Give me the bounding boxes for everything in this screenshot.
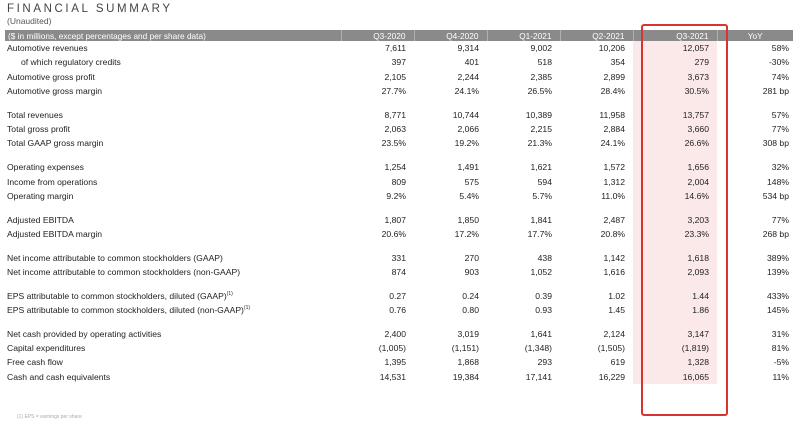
spacer-row: [5, 317, 793, 327]
table-row: [5, 84, 793, 98]
yoy-cell: 77%: [771, 124, 789, 135]
row-label: [5, 122, 341, 136]
value-cell: 13,757: [633, 108, 717, 122]
value-cell: 1,618: [633, 251, 717, 265]
spacer-cell: [633, 279, 717, 289]
yoy-cell: 308 bp: [762, 138, 789, 149]
value-cell: 30.5%: [633, 84, 717, 98]
value-cell: 279: [633, 55, 717, 69]
spacer-cell: [633, 317, 717, 327]
value-cell: 1,841: [530, 214, 552, 225]
row-label: [5, 355, 341, 369]
yoy-cell: 139%: [767, 267, 789, 277]
value-cell: 9,002: [530, 43, 552, 54]
row-label: [5, 160, 341, 174]
value-cell: 3,019: [457, 328, 479, 339]
row-label: [5, 327, 341, 341]
value-cell: 12,057: [633, 41, 717, 55]
spacer-cell: [487, 203, 560, 213]
value-cell: 17.7%: [527, 228, 552, 239]
row-label: [5, 189, 341, 203]
row-label: [5, 227, 341, 241]
value-cell: 1,868: [457, 357, 479, 368]
table-row: [5, 160, 793, 174]
spacer-cell: [633, 98, 717, 108]
row-label: [5, 341, 341, 355]
value-cell: 2,244: [457, 71, 479, 82]
spacer-row: [5, 151, 793, 161]
row-label: [5, 70, 341, 84]
table-row: [5, 212, 793, 226]
table-row: [5, 70, 793, 84]
row-label: [5, 212, 341, 226]
spacer-cell: [560, 241, 633, 251]
yoy-cell: 148%: [767, 176, 789, 187]
row-label-text: Free cash flow: [7, 357, 63, 368]
row-label-text: Net income attributable to common stockholders (GAAP): [7, 252, 223, 263]
row-label-text: Automotive gross margin: [7, 86, 103, 97]
row-label-text: of which regulatory credits: [21, 57, 121, 68]
spacer-cell: [5, 279, 341, 289]
row-label: [5, 370, 341, 384]
value-cell: 1,395: [384, 357, 406, 368]
yoy-cell: 31%: [771, 328, 789, 339]
spacer-cell: [717, 203, 793, 213]
row-label: [5, 303, 341, 317]
spacer-cell: [414, 151, 487, 161]
value-cell: 1,328: [633, 355, 717, 369]
value-cell: 24.1%: [454, 86, 479, 97]
table-row: [5, 55, 793, 69]
value-cell: 11.0%: [601, 190, 625, 201]
row-label-text: Total gross profit: [7, 124, 71, 135]
value-cell: 1,491: [457, 162, 479, 173]
value-cell: (1,819): [633, 341, 717, 355]
row-label-text: Automotive revenues: [7, 43, 88, 54]
value-cell: 26.6%: [633, 136, 717, 150]
spacer-cell: [5, 203, 341, 213]
value-cell: 9.2%: [386, 190, 406, 201]
spacer-cell: [633, 203, 717, 213]
spacer-cell: [717, 151, 793, 161]
row-label: [5, 251, 341, 265]
value-cell: 1,254: [384, 162, 406, 173]
value-cell: 594: [537, 176, 552, 187]
value-cell: 401: [464, 57, 479, 68]
spacer-cell: [414, 98, 487, 108]
spacer-cell: [5, 98, 341, 108]
header-col-yoy: YoY: [717, 30, 793, 41]
spacer-cell: [341, 151, 414, 161]
spacer-cell: [341, 279, 414, 289]
value-cell: 23.5%: [381, 138, 406, 149]
spacer-cell: [487, 241, 560, 251]
header-col-q4-2020: Q4-2020: [414, 30, 487, 41]
table-row: [5, 289, 793, 303]
spacer-cell: [5, 241, 341, 251]
value-cell: 3,673: [633, 70, 717, 84]
value-cell: (1,151): [451, 343, 479, 354]
value-cell: 9,314: [457, 43, 479, 54]
yoy-cell: 145%: [767, 305, 789, 316]
table-header-row: [5, 30, 793, 41]
spacer-cell: [5, 317, 341, 327]
value-cell: 23.3%: [633, 227, 717, 241]
header-label: ($ in millions, except percentages and per share data): [5, 30, 341, 41]
value-cell: 24.1%: [600, 138, 625, 149]
header-col-q2-2021: Q2-2021: [560, 30, 633, 41]
yoy-cell: 11%: [772, 371, 789, 382]
value-cell: 874: [391, 267, 406, 277]
spacer-cell: [560, 203, 633, 213]
value-cell: 1,621: [530, 162, 552, 173]
table-row: [5, 41, 793, 55]
spacer-cell: [414, 203, 487, 213]
spacer-cell: [717, 98, 793, 108]
value-cell: 2,093: [633, 265, 717, 279]
yoy-cell: 77%: [771, 214, 789, 225]
spacer-cell: [560, 317, 633, 327]
value-cell: 3,660: [633, 122, 717, 136]
row-label: [5, 289, 341, 303]
table-row: [5, 227, 793, 241]
value-cell: (1,505): [597, 343, 625, 354]
value-cell: 0.39: [535, 290, 552, 301]
value-cell: 3,147: [633, 327, 717, 341]
table-row: [5, 327, 793, 341]
value-cell: 0.27: [389, 290, 406, 301]
table-row: [5, 174, 793, 188]
row-label-text: Automotive gross profit: [7, 71, 95, 82]
row-label: [5, 265, 341, 279]
header-col-q3-2021: Q3-2021: [633, 30, 717, 41]
value-cell: (1,348): [524, 343, 552, 354]
footnote-marker: (1): [226, 290, 233, 297]
value-cell: 1,850: [457, 214, 479, 225]
value-cell: 1,572: [603, 162, 625, 173]
value-cell: 0.93: [535, 305, 552, 316]
yoy-cell: 433%: [767, 290, 789, 301]
value-cell: 2,400: [384, 328, 406, 339]
value-cell: 2,063: [384, 124, 406, 135]
footnote: (1) EPS = earnings per share: [17, 414, 82, 420]
spacer-row: [5, 241, 793, 251]
row-label-text: EPS attributable to common stockholders, diluted (non-GAAP): [7, 305, 244, 316]
row-label: [5, 41, 341, 55]
spacer-cell: [717, 241, 793, 251]
table-row: [5, 303, 793, 317]
value-cell: 2,487: [603, 214, 625, 225]
value-cell: 438: [537, 252, 552, 263]
spacer-cell: [414, 241, 487, 251]
value-cell: 575: [464, 176, 479, 187]
spacer-cell: [487, 151, 560, 161]
value-cell: 1,807: [384, 214, 406, 225]
value-cell: 354: [610, 57, 625, 68]
value-cell: 619: [610, 357, 625, 368]
spacer-cell: [5, 151, 341, 161]
spacer-cell: [414, 317, 487, 327]
value-cell: 0.80: [462, 305, 479, 316]
yoy-cell: 281 bp: [762, 86, 789, 97]
value-cell: 10,206: [598, 43, 625, 54]
row-label-text: EPS attributable to common stockholders, diluted (GAAP): [7, 290, 227, 301]
value-cell: 1,616: [603, 267, 625, 277]
row-label: [5, 55, 341, 69]
spacer-cell: [341, 317, 414, 327]
value-cell: 1.86: [633, 303, 717, 317]
value-cell: 5.4%: [459, 190, 479, 201]
spacer-row: [5, 279, 793, 289]
row-label: [5, 108, 341, 122]
row-label-text: Income from operations: [7, 176, 98, 187]
table-row: [5, 355, 793, 369]
value-cell: 7,611: [385, 43, 406, 54]
value-cell: 2,105: [384, 71, 406, 82]
spacer-cell: [560, 279, 633, 289]
page-subtitle: (Unaudited): [7, 16, 52, 26]
value-cell: 1,312: [603, 176, 625, 187]
row-label-text: Total GAAP gross margin: [7, 138, 104, 149]
value-cell: 20.6%: [381, 228, 406, 239]
yoy-cell: -30%: [768, 57, 789, 68]
value-cell: 0.24: [462, 290, 479, 301]
value-cell: 2,899: [603, 71, 625, 82]
value-cell: 0.76: [389, 305, 406, 316]
value-cell: 20.8%: [600, 228, 625, 239]
spacer-row: [5, 98, 793, 108]
yoy-cell: 58%: [771, 43, 789, 54]
table-row: [5, 122, 793, 136]
value-cell: 1.02: [608, 290, 625, 301]
spacer-cell: [560, 98, 633, 108]
row-label: [5, 136, 341, 150]
value-cell: 10,389: [525, 109, 552, 120]
value-cell: 2,004: [633, 174, 717, 188]
yoy-cell: 81%: [771, 343, 789, 354]
row-label-text: Cash and cash equivalents: [7, 371, 111, 382]
value-cell: 331: [391, 252, 406, 263]
table-row: [5, 370, 793, 384]
yoy-cell: 534 bp: [762, 190, 789, 201]
table-row: [5, 108, 793, 122]
value-cell: 2,215: [530, 124, 552, 135]
value-cell: 8,771: [384, 109, 406, 120]
row-label-text: Net cash provided by operating activities: [7, 328, 162, 339]
value-cell: 293: [537, 357, 552, 368]
yoy-cell: 268 bp: [762, 228, 789, 239]
footnote-marker: (1): [243, 305, 251, 312]
row-label-text: Operating expenses: [7, 162, 84, 173]
value-cell: 17.2%: [454, 228, 479, 239]
value-cell: 1.44: [633, 289, 717, 303]
row-label-text: Total revenues: [7, 109, 63, 120]
row-label: [5, 174, 341, 188]
value-cell: 1,641: [530, 328, 552, 339]
value-cell: 3,203: [633, 212, 717, 226]
value-cell: 17,141: [525, 371, 552, 382]
row-label-text: Adjusted EBITDA: [7, 214, 74, 225]
row-label-text: Capital expenditures: [7, 343, 86, 354]
value-cell: 10,744: [452, 109, 479, 120]
value-cell: 14,531: [379, 371, 406, 382]
spacer-cell: [341, 241, 414, 251]
value-cell: 14.6%: [633, 189, 717, 203]
spacer-cell: [487, 317, 560, 327]
value-cell: 270: [464, 252, 479, 263]
table-row: [5, 136, 793, 150]
table-row: [5, 189, 793, 203]
value-cell: 2,884: [603, 124, 625, 135]
financial-summary-table: [5, 30, 793, 384]
spacer-cell: [414, 279, 487, 289]
row-label-text: Adjusted EBITDA margin: [7, 228, 103, 239]
row-label-text: Operating margin: [7, 190, 74, 201]
value-cell: 1.45: [608, 305, 625, 316]
table-body: [5, 41, 793, 384]
value-cell: 1,052: [530, 267, 552, 277]
spacer-cell: [717, 317, 793, 327]
spacer-cell: [560, 151, 633, 161]
yoy-cell: -5%: [773, 357, 789, 368]
table-row: [5, 265, 793, 279]
header-col-q3-2020: Q3-2020: [341, 30, 414, 41]
value-cell: 2,385: [530, 71, 552, 82]
value-cell: 1,656: [633, 160, 717, 174]
value-cell: 28.4%: [600, 86, 625, 97]
value-cell: 809: [391, 176, 406, 187]
value-cell: 903: [464, 267, 479, 277]
spacer-cell: [633, 151, 717, 161]
spacer-cell: [341, 203, 414, 213]
value-cell: 5.7%: [532, 190, 552, 201]
value-cell: 2,124: [603, 328, 625, 339]
value-cell: 16,229: [598, 371, 625, 382]
value-cell: 518: [537, 57, 552, 68]
spacer-cell: [341, 98, 414, 108]
header-col-q1-2021: Q1-2021: [487, 30, 560, 41]
spacer-cell: [633, 241, 717, 251]
spacer-cell: [487, 279, 560, 289]
spacer-cell: [487, 98, 560, 108]
row-label: [5, 84, 341, 98]
value-cell: 2,066: [457, 124, 479, 135]
page-title: FINANCIAL SUMMARY: [7, 3, 173, 15]
value-cell: 19.2%: [454, 138, 479, 149]
value-cell: 27.7%: [381, 86, 406, 97]
value-cell: (1,005): [378, 343, 406, 354]
yoy-cell: 74%: [771, 71, 789, 82]
yoy-cell: 32%: [771, 162, 789, 173]
value-cell: 21.3%: [527, 138, 552, 149]
value-cell: 1,142: [603, 252, 625, 263]
yoy-cell: 57%: [771, 109, 789, 120]
yoy-cell: 389%: [767, 252, 789, 263]
value-cell: 16,065: [633, 370, 717, 384]
value-cell: 11,958: [599, 109, 625, 120]
spacer-cell: [717, 279, 793, 289]
table-row: [5, 341, 793, 355]
value-cell: 397: [391, 57, 406, 68]
row-label-text: Net income attributable to common stockholders (non-GAAP): [7, 267, 241, 277]
table-row: [5, 251, 793, 265]
spacer-row: [5, 203, 793, 213]
value-cell: 26.5%: [527, 86, 552, 97]
value-cell: 19,384: [452, 371, 479, 382]
